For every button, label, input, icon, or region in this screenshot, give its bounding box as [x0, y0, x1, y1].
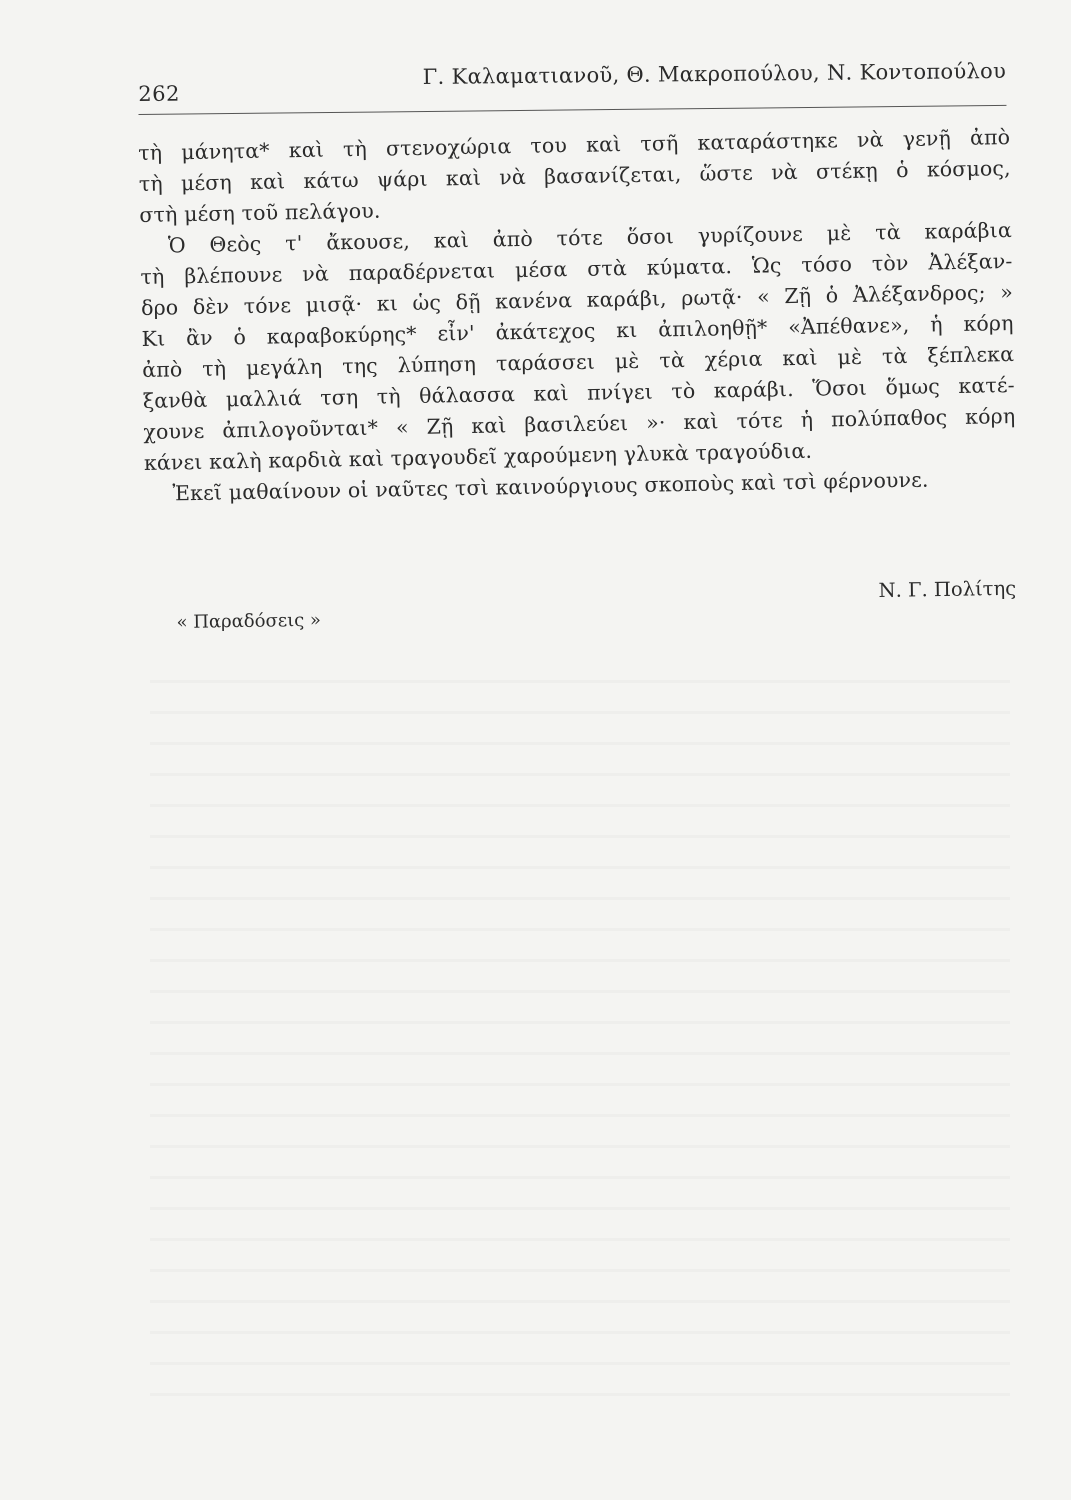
source-title: « Παραδόσεις » — [176, 609, 322, 633]
text-line: τὴ βλέπουνε νὰ παραδέρνεται μέσα στὰ κύματα. Ὡς τόσο τὸν Ἀλέξαν- — [140, 248, 1013, 289]
text-line: τὴ μάνητα* καὶ τὴ στενοχώρια του καὶ τσῆ καταράστηκε νὰ γενῇ ἀπὸ — [138, 125, 1011, 165]
running-head-authors: Γ. Καλαματιανοῦ, Θ. Μακροπούλου, Ν. Κοντοπούλου — [422, 58, 1007, 90]
text-line: τὴ μέση καὶ κάτω ψάρι καὶ νὰ βασανίζεται, ὥστε νὰ στέκῃ ὁ κόσμος, — [138, 156, 1011, 196]
text-line: Ὁ Θεὸς τ' ἄκουσε, καὶ ἀπὸ τότε ὅσοι γυρίζουνε μὲ τὰ καράβια — [167, 218, 1013, 258]
text-line: στὴ μέση τοῦ πελάγου. — [139, 198, 381, 227]
bleed-through-texture — [150, 660, 1010, 1400]
text-line: Ἐκεῖ μαθαίνουν οἱ ναῦτες τσὶ καινούργιους σκοποὺς καὶ τσὶ φέρνουνε. — [172, 467, 929, 506]
text-line: δρο δὲν τόνε μισᾷ· κι ὡς δῇ κανένα καράβι, ρωτᾷ· « Ζῇ ὁ Ἀλέξανδρος; » — [140, 279, 1014, 320]
text-line: ξανθὰ μαλλιά τση τὴ θάλασσα καὶ πνίγει τὸ καράβι. Ὅσοι ὅμως κατέ- — [142, 372, 1015, 413]
page-header — [138, 57, 1006, 118]
text-line: χουνε ἀπιλογοῦνται* « Ζῇ καὶ βασιλεύει »· καὶ τότε ἡ πολύπαθος κόρη — [143, 403, 1016, 444]
page-number: 262 — [138, 81, 181, 106]
attribution — [176, 577, 1017, 640]
text-line: Κι ἂν ὁ καραβοκύρης* εἶν' ἀκάτεχος κι ἀπιλοηθῇ* «Ἀπέθανε», ἡ κόρη — [141, 310, 1014, 351]
body-text — [138, 122, 1017, 510]
author-name: Ν. Γ. Πολίτης — [878, 576, 1017, 602]
header-rule — [139, 105, 1007, 115]
text-line: ἀπὸ τὴ μεγάλη της λύπηση ταράσσει μὲ τὰ χέρια καὶ μὲ τὰ ξέπλεκα — [142, 341, 1015, 382]
text-line: κάνει καλὴ καρδιὰ καὶ τραγουδεῖ χαρούμενη γλυκὰ τραγούδια. — [143, 438, 813, 475]
